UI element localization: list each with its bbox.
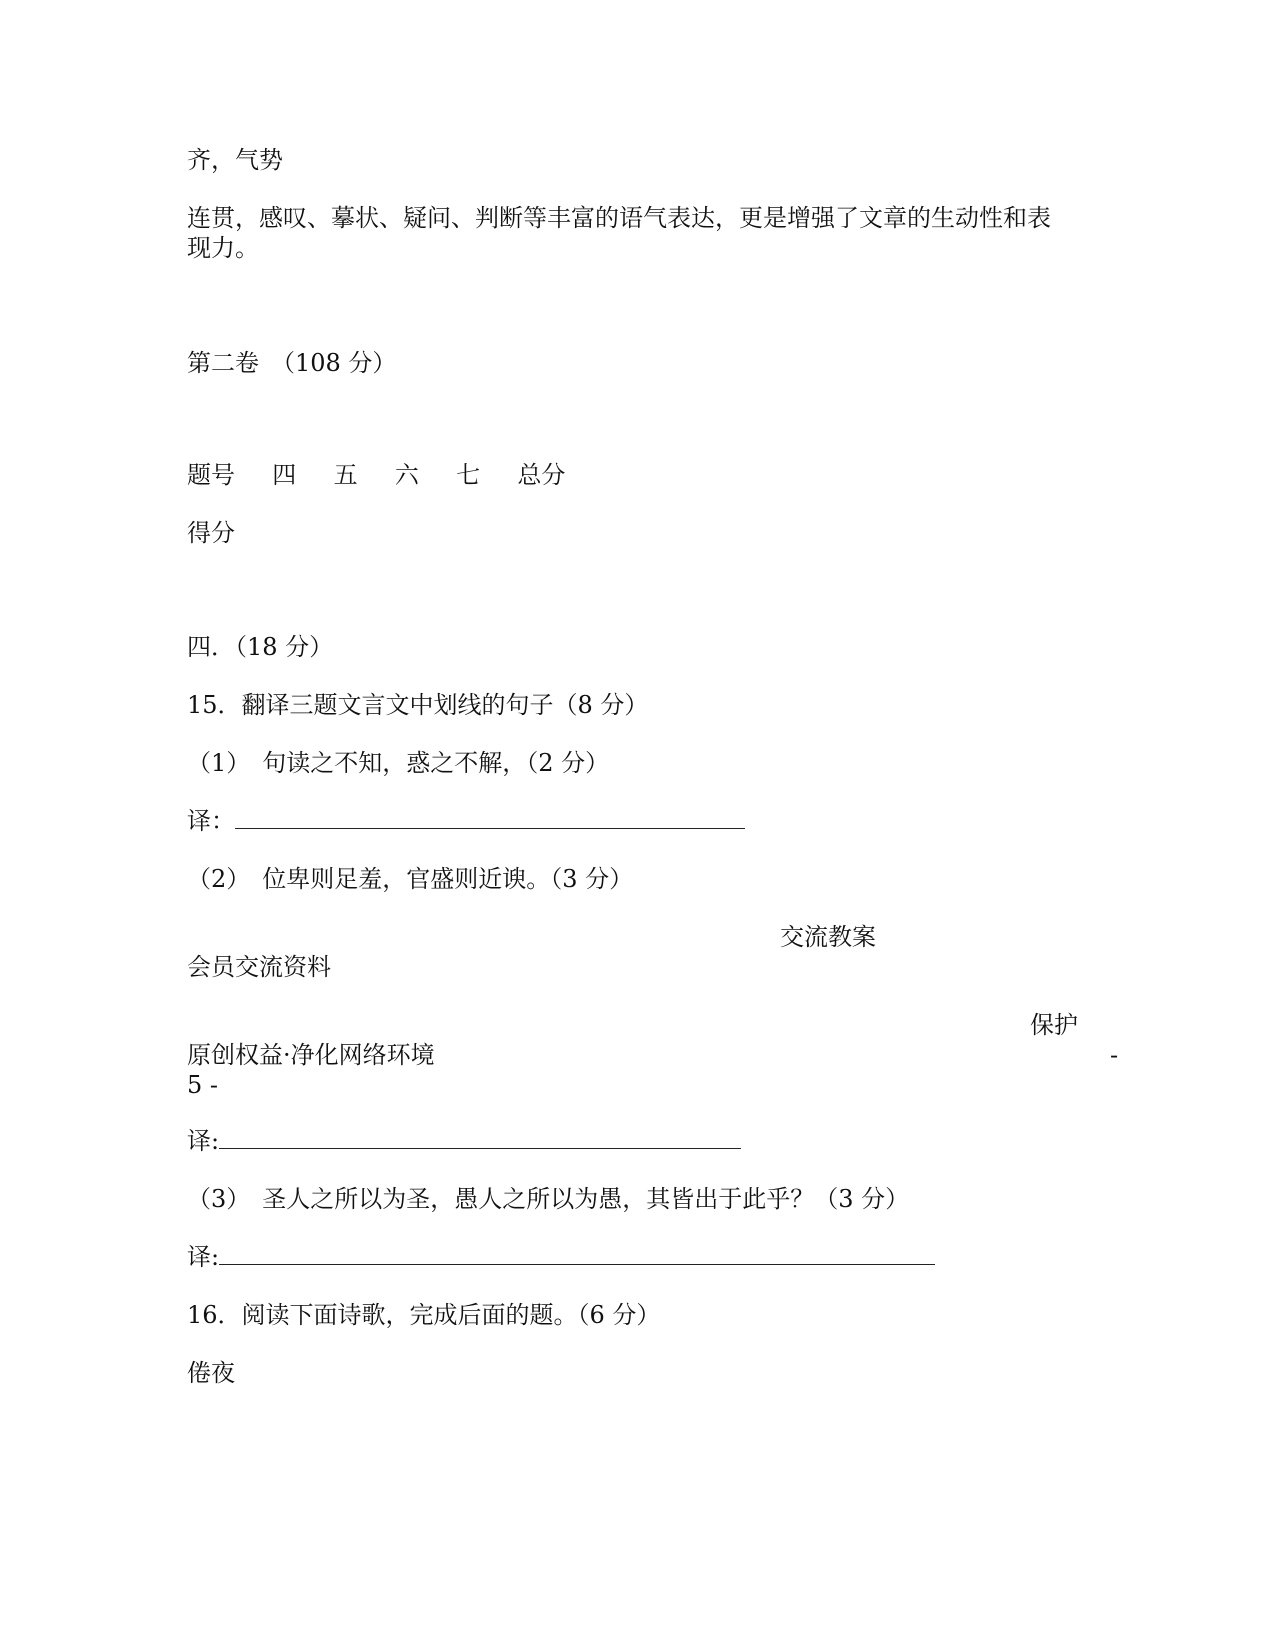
question-15: 15．翻译三题文言文中划线的句子（8 分） [187,691,649,719]
text-line: 齐，气势 [187,146,283,174]
question-15-1: （1） 句读之不知，惑之不解，（2 分） [187,749,610,777]
watermark-text: 交流教案 [780,923,876,951]
answer-blank[interactable] [219,1126,741,1149]
score-col-4: 四 [272,461,297,489]
answer-label: 译: [187,1127,220,1155]
score-col-total: 总分 [517,461,566,489]
question-15-2: （2） 位卑则足羞，官盛则近谀。（3 分） [187,865,634,893]
watermark-text: 会员交流资料 [187,953,331,981]
question-16: 16．阅读下面诗歌，完成后面的题。（6 分） [187,1301,661,1329]
question-15-3: （3） 圣人之所以为圣，愚人之所以为愚，其皆出于此乎？（3 分） [187,1185,910,1213]
score-col-label: 题号 [187,461,235,489]
score-col-7: 七 [456,461,481,489]
footer-text: 原创权益·净化网络环境 [187,1041,435,1069]
answer-line-1 [187,806,745,836]
footer-text: 保护 [1030,1011,1078,1039]
score-col-5: 五 [333,461,358,489]
answer-line-2 [187,1126,741,1156]
answer-line-3 [187,1242,935,1272]
score-row-label: 得分 [187,519,235,547]
answer-label: 译: [187,1243,220,1271]
page-number: 5 - [187,1071,219,1099]
answer-blank[interactable] [219,1242,935,1265]
text-line: 连贯，感叹、摹状、疑问、判断等丰富的语气表达，更是增强了文章的生动性和表 [187,204,1051,232]
poem-title: 倦夜 [187,1359,235,1387]
score-col-6: 六 [394,461,419,489]
score-table-header [187,460,565,490]
answer-label: 译： [187,807,235,835]
volume-heading: 第二卷 （108 分） [187,349,397,377]
text-line: 现力。 [187,234,259,262]
section-heading: 四．（18 分） [187,633,334,661]
answer-blank[interactable] [235,806,745,829]
page-dash: - [1110,1041,1119,1069]
